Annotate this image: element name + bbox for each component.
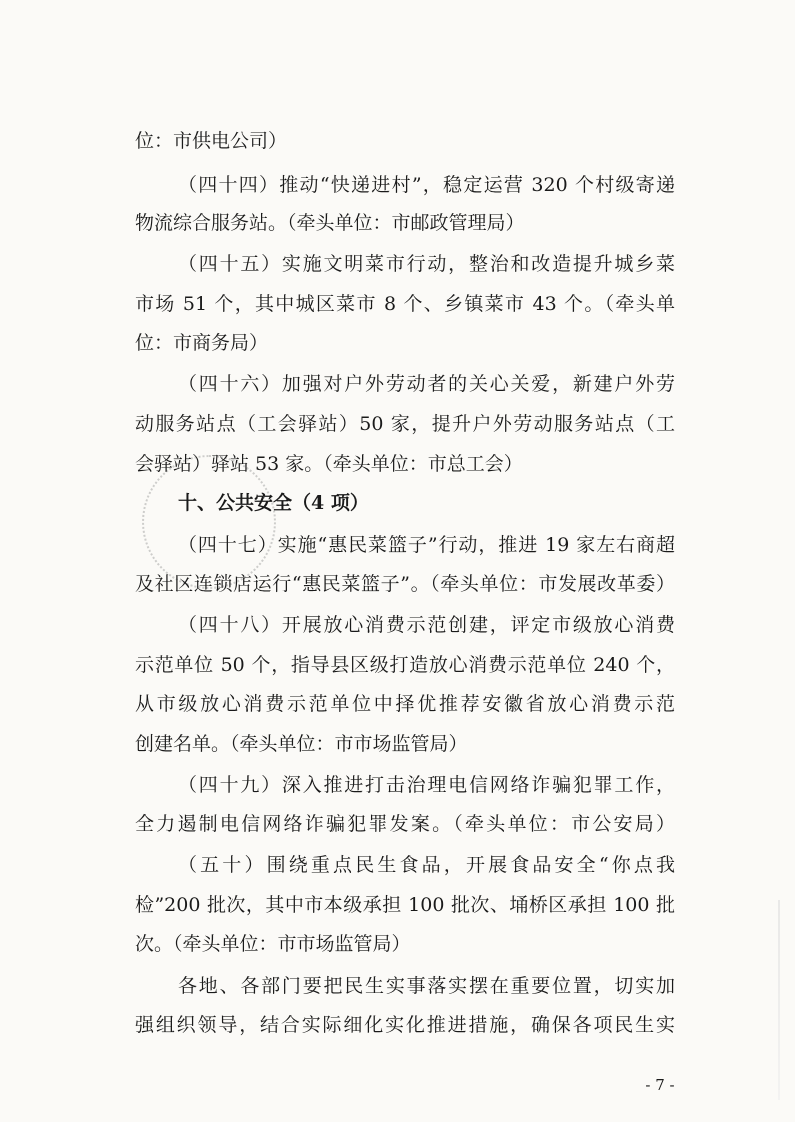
- text-line: （四十七）实施“惠民菜篮子”行动，推进 19 家左右商超: [178, 534, 675, 556]
- text-line: 示范单位 50 个，指导县区级打造放心消费示范单位 240 个，: [135, 654, 675, 676]
- text-line: （四十四）推动“快递进村”，稳定运营 320 个村级寄递: [178, 174, 675, 196]
- text-line: 会驿站）驿站 53 家。（牵头单位：市总工会）: [135, 453, 523, 475]
- text-line: 创建名单。（牵头单位：市市场监管局）: [135, 733, 468, 755]
- text-line: 强组织领导，结合实际细化实化推进措施，确保各项民生实: [135, 1014, 675, 1036]
- text-line: 次。（牵头单位：市市场监管局）: [135, 933, 411, 955]
- scan-edge-mark: [778, 900, 780, 1100]
- text-line: （四十八）开展放心消费示范创建，评定市级放心消费: [178, 614, 675, 636]
- text-line: 位：市商务局）: [135, 332, 269, 354]
- text-line: 动服务站点（工会驿站）50 家，提升户外劳动服务站点（工: [135, 413, 675, 435]
- text-line: （四十六）加强对户外劳动者的关心关爱，新建户外劳: [178, 373, 675, 395]
- page-number: - 7 -: [645, 1076, 675, 1094]
- section-heading: 十、公共安全（4 项）: [178, 492, 369, 514]
- text-line: 位：市供电公司）: [135, 130, 288, 152]
- text-line: （四十九）深入推进打击治理电信网络诈骗犯罪工作，: [178, 774, 675, 796]
- text-line: 各地、各部门要把民生实事落实摆在重要位置，切实加: [178, 975, 675, 997]
- text-line: 从市级放心消费示范单位中择优推荐安徽省放心消费示范: [135, 693, 675, 715]
- text-line: 全力遏制电信网络诈骗犯罪发案。（牵头单位：市公安局）: [135, 813, 675, 835]
- text-line: 及社区连锁店运行“惠民菜篮子”。（牵头单位：市发展改革委）: [135, 573, 675, 595]
- text-line: （五十）围绕重点民生食品，开展食品安全“你点我: [178, 854, 675, 876]
- text-line: 物流综合服务站。（牵头单位：市邮政管理局）: [135, 212, 525, 234]
- text-line: 检”200 批次，其中市本级承担 100 批次、埇桥区承担 100 批: [135, 894, 675, 916]
- text-line: （四十五）实施文明菜市行动，整治和改造提升城乡菜: [178, 253, 675, 275]
- text-line: 市场 51 个，其中城区菜市 8 个、乡镇菜市 43 个。（牵头单: [135, 293, 675, 315]
